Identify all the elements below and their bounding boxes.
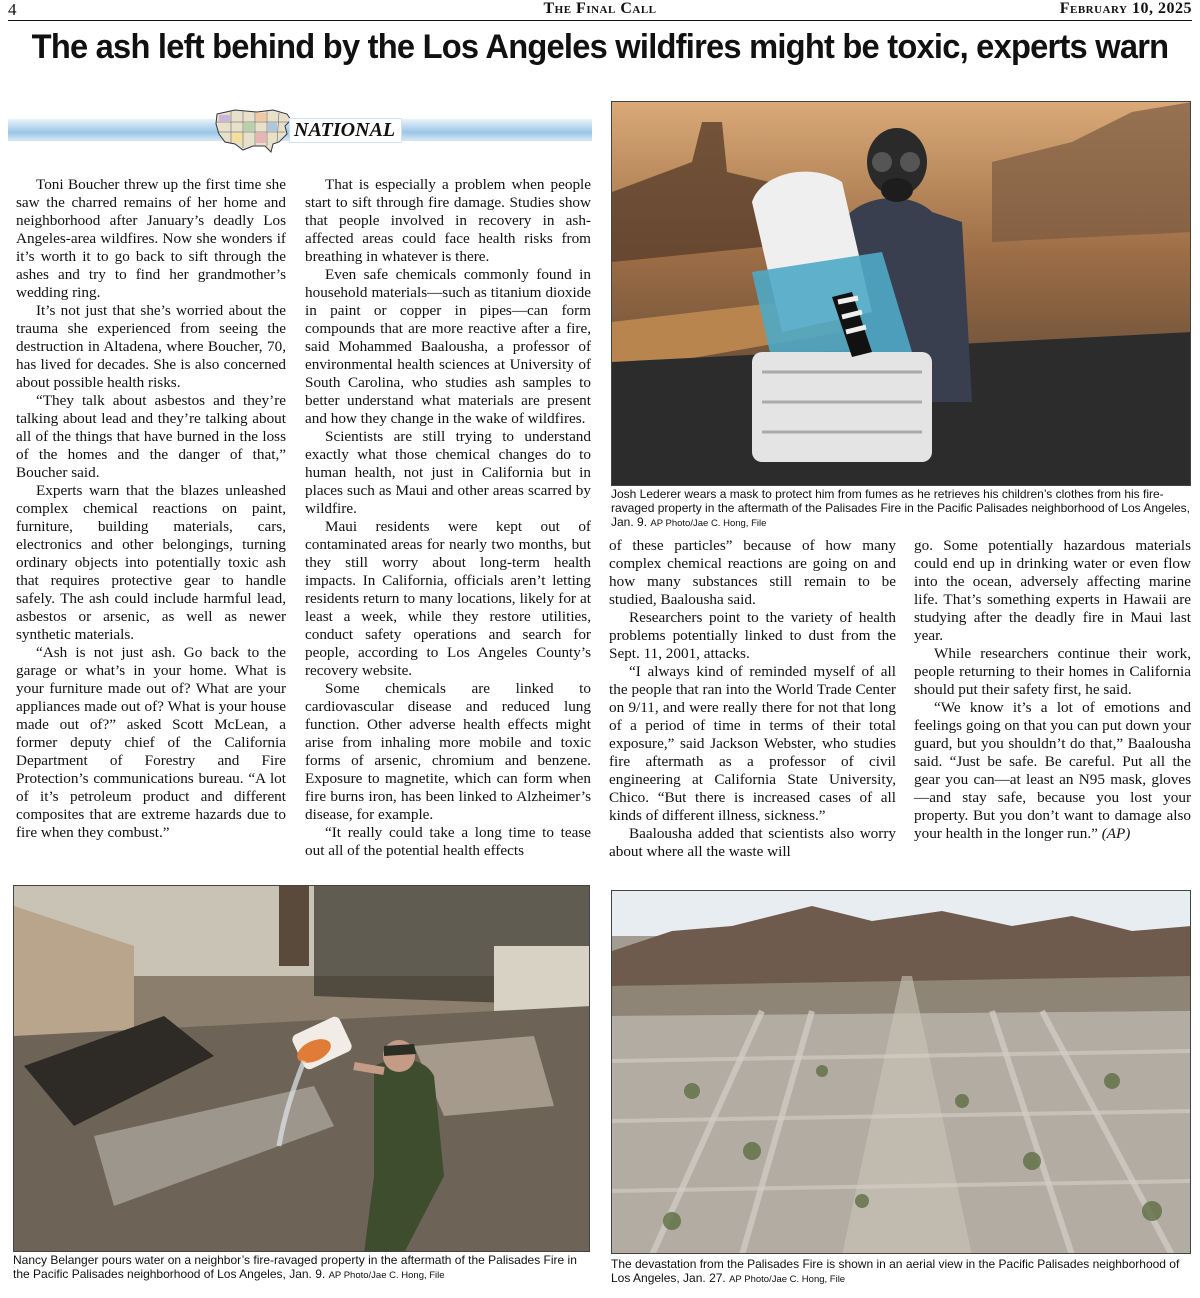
article-column-3: [609, 537, 896, 861]
paragraph: Even safe chemicals commonly found in household materials—such as titanium dioxide in paint or copper in pipes—can form compounds that are more reactive after a fire, said Mohammed Baalousha, a professor of environmental health sciences at University of South Carolina, who studies ash samples to better understand what materials are present and how they change in the wake of wildfires.: [305, 266, 591, 427]
paragraph: Maui residents were kept out of contaminated areas for nearly two months, but they still worry about long-term health impacts. In California, officials aren’t letting residents return to many locations, likely for at least a week, while they restore utilities, conduct safety operations and search for people, according to Los Angeles County’s recovery website.: [305, 518, 591, 679]
caption-text: Josh Lederer wears a mask to protect him from fumes as he retrieves his children’s clothes from his fire-ravaged property in the aftermath of the Palisades Fire in the Pacific Palisades neighborhood of Los Angeles, Jan. 9.: [611, 487, 1191, 529]
article-column-4: [914, 537, 1191, 843]
paragraph: “It really could take a long time to tease out all of the potential health effects: [305, 824, 591, 859]
photo-illustration: [14, 886, 590, 1252]
paragraph: Toni Boucher threw up the first time she saw the charred remains of her home and neighborhood after January’s deadly Los Angeles-area wildfires. Now she wonders if it’s worth it to go back to sift through the ashes and try to find her grandmother’s wedding ring.: [16, 176, 286, 301]
paragraph-continued: of these particles” because of how many complex chemical reactions are going on and how many substances still remain to be studied, Baalousha said.: [609, 537, 896, 608]
section-label: NATIONAL: [289, 118, 402, 143]
paragraph: Scientists are still trying to understand exactly what those chemical changes do to human health, not just in California but in places such as Maui and other areas scarred by wildfire.: [305, 428, 591, 517]
caption-text: Nancy Belanger pours water on a neighbor’s fire-ravaged property in the aftermath of the Palisades Fire in the Pacific Palisades neighborhood of Los Angeles, Jan. 9.: [13, 1253, 577, 1281]
paragraph-continued: go. Some potentially hazardous materials could end up in drinking water or even flow into the ocean, adversely affecting marine life. That’s something experts in Hawaii are studying after the deadly fire in Maui last year.: [914, 537, 1191, 644]
article-column-2: [305, 176, 591, 860]
paper-name: The Final Call: [543, 0, 657, 17]
photo-illustration: [612, 891, 1191, 1254]
paragraph: “They talk about asbestos and they’re talking about lead and they’re talking about all of the things that have burned in the loss of the homes and the danger of that,” Boucher said.: [16, 392, 286, 481]
paragraph: Baalousha added that scientists also worry about where all the waste will: [609, 825, 896, 860]
paragraph: [914, 699, 1191, 843]
photo-aerial-view: [611, 890, 1191, 1254]
paragraph: “Ash is not just ash. Go back to the garage or what’s in your home. What is your furniture made out of? What are your appliances made out of? What is your house made out of?” asked Scott McLean, a former deputy chief of the California Department of Forestry and Fire Protection’s communications bureau. “A lot of it’s petroleum product and different composites that are extreme hazards due to fire when they combust.”: [16, 644, 286, 841]
photo-illustration: [612, 102, 1191, 486]
us-map-icon: [213, 104, 295, 156]
photo-woman-pouring-water: [13, 885, 590, 1252]
photo-credit: AP Photo/Jae C. Hong, File: [328, 1270, 445, 1281]
article-column-1: [16, 176, 286, 842]
paragraph: That is especially a problem when people start to sift through fire damage. Studies show that people involved in recovery in ash-affected areas could face health risks from breathing in whatever is there.: [305, 176, 591, 265]
article-credit: (AP): [1101, 825, 1131, 842]
article-headline: The ash left behind by the Los Angeles wildfires might be toxic, experts warn: [31, 28, 1169, 66]
photo-caption: [611, 487, 1191, 531]
masthead: [8, 0, 1192, 21]
photo-credit: AP Photo/Jae C. Hong, File: [729, 1274, 846, 1285]
paragraph: While researchers continue their work, people returning to their homes in California should put their safety first, he said.: [914, 645, 1191, 698]
paragraph-text: “We know it’s a lot of emotions and feelings going on that you can put down your guard, but you shouldn’t do that,” Baalousha said. “Just be safe. Be careful. Put all the gear you can—at least an N95 mask, gloves—and stay safe, because you lost your property. But you don’t want to damage also your health in the longer run.”: [914, 699, 1191, 842]
photo-caption: [611, 1257, 1191, 1287]
issue-date: February 10, 2025: [1059, 0, 1192, 17]
paragraph: It’s not just that she’s worried about the trauma she experienced from seeing the destruction in Altadena, where Boucher, 70, has lived for decades. She is also concerned about possible health risks.: [16, 302, 286, 391]
section-banner: [8, 102, 592, 158]
paragraph: Researchers point to the variety of health problems potentially linked to dust from the Sept. 11, 2001, attacks.: [609, 609, 896, 662]
paragraph: Experts warn that the blazes unleashed complex chemical reactions on paint, furniture, building materials, cars, electronics and other belongings, turning ordinary objects into potentially toxic ash that requires protective gear to handle safely. The ash could include harmful lead, asbestos or arsenic, as well as newer synthetic materials.: [16, 482, 286, 643]
photo-credit: AP Photo/Jae C. Hong, File: [650, 518, 767, 529]
photo-man-with-mask: [611, 101, 1191, 486]
page-number: 4: [8, 0, 17, 19]
paragraph: Some chemicals are linked to cardiovascular disease and reduced lung function. Other adverse health effects might arise from inhaling more mobile and toxic forms of arsenic, chromium and benzene. Exposure to magnetite, which can form when fire burns iron, has been linked to Alzheimer’s disease, for example.: [305, 680, 591, 823]
photo-caption: [13, 1253, 590, 1283]
paragraph: “I always kind of reminded myself of all the people that ran into the World Trade Center on 9/11, and were really there for not that long of a period of time in terms of their total exposure,” said Jackson Webster, who studies fire aftermath as a professor of civil engineering at California State University, Chico. “But there is increased cases of all kinds of different illness, sickness.”: [609, 663, 896, 824]
caption-text: The devastation from the Palisades Fire is shown in an aerial view in the Pacific Palisades neighborhood of Los Angeles, Jan. 27.: [611, 1257, 1180, 1285]
